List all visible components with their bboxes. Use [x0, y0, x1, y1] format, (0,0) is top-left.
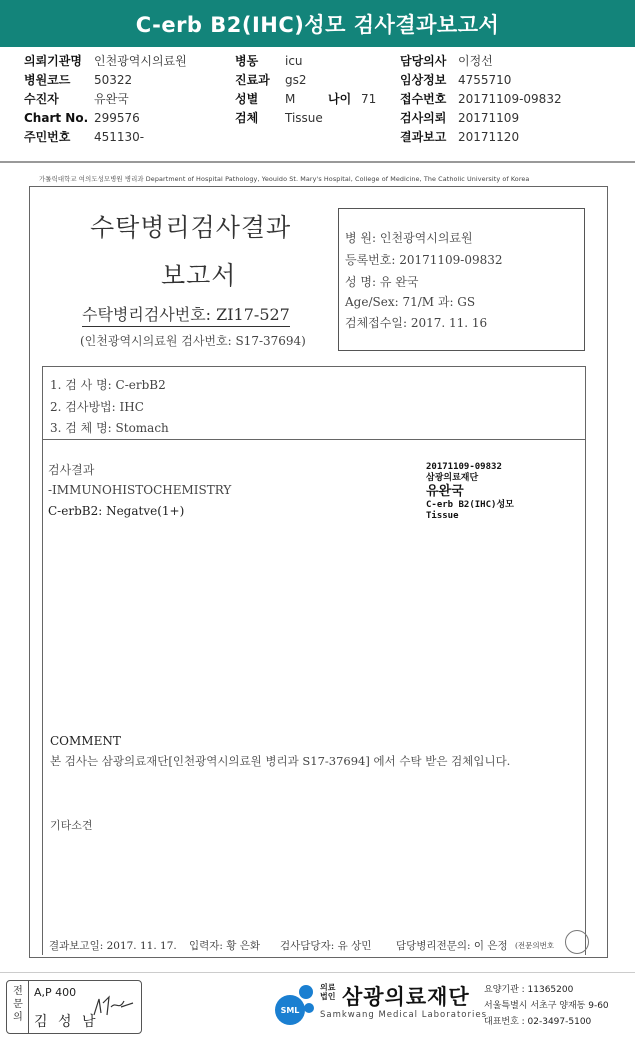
logo-english: Samkwang Medical Laboratories	[320, 1010, 488, 1020]
report-title-2: 보고서	[161, 261, 237, 290]
header-field	[400, 90, 562, 109]
field-value: 50322	[94, 73, 133, 87]
result-box	[42, 366, 586, 955]
result-heading: 검사결과	[48, 463, 95, 477]
header-field	[400, 71, 562, 90]
stamp-label: 전문의	[13, 986, 23, 1023]
bottom-divider	[0, 972, 635, 973]
field-value: 이정선	[458, 54, 493, 68]
sub-number: (인천광역시의료원 검사번호: S17-37694)	[80, 334, 306, 348]
patient-received: 검체접수일: 2017. 11. 16	[345, 316, 488, 330]
field-value: 4755710	[458, 73, 512, 87]
patient-name: 성 명: 유 완국	[345, 275, 419, 289]
patient-box	[338, 208, 585, 351]
field-key: 성별	[235, 92, 259, 106]
logo-name: 삼광의료재단	[342, 985, 470, 1009]
field-key: 결과보고	[400, 130, 447, 144]
field-key: 임상정보	[400, 73, 447, 87]
report-number: 수탁병리검사번호: ZI17-527	[82, 302, 290, 327]
sml-logo-icon	[272, 982, 318, 1028]
footer-input: 입력자: 황 은화	[189, 940, 261, 952]
specialist-stamp	[6, 980, 142, 1034]
lab-location: 서울특별시 서초구 양재동 9-60	[484, 1001, 609, 1011]
header-field	[24, 128, 187, 147]
field-value: M	[285, 92, 296, 106]
header-field	[235, 52, 323, 71]
age-value: 71	[361, 92, 377, 106]
field-key: 검사의뢰	[400, 111, 447, 125]
signature-icon	[91, 993, 137, 1021]
field-value: 20171120	[458, 130, 520, 144]
stamp-divider	[28, 981, 29, 1033]
lab-phone: 대표번호 : 02-3497-5100	[484, 1017, 592, 1027]
field-key: 주민번호	[24, 130, 71, 144]
logo-small-text: 의료 법인	[320, 983, 336, 1001]
item-test-name: 1. 검 사 명: C-erbB2	[50, 378, 166, 392]
hospital-line: 가톨릭대학교 여의도성모병원 병리과 Department of Hospital Pathology, Yeouido St. Mary's Hospital, College of Medicine, The Catholic University of Korea	[39, 175, 530, 183]
field-value: 451130-	[94, 130, 145, 144]
label-accession: 20171109-09832	[426, 462, 502, 472]
field-value: 299576	[94, 111, 140, 125]
signature-seal	[565, 930, 589, 954]
field-value: gs2	[285, 73, 307, 87]
footer-license: (전문의번호	[515, 941, 555, 950]
label-patient-name: 유완국	[426, 484, 464, 499]
field-value: 20171109-09832	[458, 92, 562, 106]
field-key: 병원코드	[24, 73, 71, 87]
header-field	[400, 109, 562, 128]
item-specimen: 3. 검 체 명: Stomach	[50, 421, 169, 435]
item-method: 2. 검사방법: IHC	[50, 400, 144, 414]
field-value: 유완국	[94, 92, 129, 106]
result-value: C-erbB2: Negatve(1+)	[48, 504, 185, 518]
patient-hospital: 병 원: 인천광역시의료원	[345, 231, 473, 245]
field-value: 인천광역시의료원	[94, 54, 187, 68]
result-divider	[43, 439, 585, 440]
other-findings-heading: 기타소견	[50, 819, 93, 832]
header-col-2	[235, 52, 323, 128]
footer-pathologist: 담당병리전문의: 이 은정	[396, 940, 508, 952]
specimen-label	[426, 462, 514, 522]
patient-reg-no: 등록번호: 20171109-09832	[345, 253, 503, 267]
header-field	[400, 128, 562, 147]
header-divider	[0, 161, 635, 163]
field-key: 접수번호	[400, 92, 447, 106]
field-key: 담당의사	[400, 54, 447, 68]
age-key: 나이	[328, 92, 352, 106]
field-key: 의뢰기관명	[24, 54, 82, 68]
field-value: Tissue	[285, 111, 323, 125]
header-col-1	[24, 52, 187, 147]
header-field	[235, 90, 323, 109]
logo-badge: SML	[280, 1006, 300, 1015]
report-title-1: 수탁병리검사결과	[90, 213, 292, 242]
field-key: 수진자	[24, 92, 59, 106]
header-field	[235, 71, 323, 90]
lab-code: 요양기관 : 11365200	[484, 985, 574, 995]
header-field	[24, 109, 187, 128]
label-test: C-erb B2(IHC)성모	[426, 500, 514, 510]
field-key: 진료과	[235, 73, 270, 87]
field-key: 병동	[235, 54, 259, 68]
stamp-name: 김 성 남	[34, 1014, 99, 1030]
lab-address	[484, 982, 609, 1030]
label-org: 삼광의료재단	[426, 473, 479, 483]
field-value: 20171109	[458, 111, 520, 125]
comment-heading: COMMENT	[50, 734, 121, 748]
result-method: -IMMUNOHISTOCHEMISTRY	[48, 483, 232, 497]
header-field	[400, 52, 562, 71]
field-key: 검체	[235, 111, 259, 125]
comment-text: 본 검사는 삼광의료재단[인천광역시의료원 병리과 S17-37694] 에서 수탁 받은 검체입니다.	[50, 754, 511, 768]
header-field	[24, 71, 187, 90]
age-field	[328, 90, 376, 109]
stamp-ap: A,P 400	[34, 986, 77, 999]
field-value: icu	[285, 54, 303, 68]
header-field	[24, 90, 187, 109]
header-col-3	[400, 52, 562, 147]
report-title: C-erb B2(IHC)성모 검사결과보고서	[0, 0, 635, 47]
header-field	[24, 52, 187, 71]
footer-report-date: 결과보고일: 2017. 11. 17.	[49, 940, 177, 952]
field-key: Chart No.	[24, 111, 89, 125]
label-specimen: Tissue	[426, 511, 459, 521]
header-field	[235, 109, 323, 128]
patient-age-sex: Age/Sex: 71/M 과: GS	[345, 295, 476, 309]
footer-tester: 검사담당자: 유 상민	[280, 940, 372, 952]
